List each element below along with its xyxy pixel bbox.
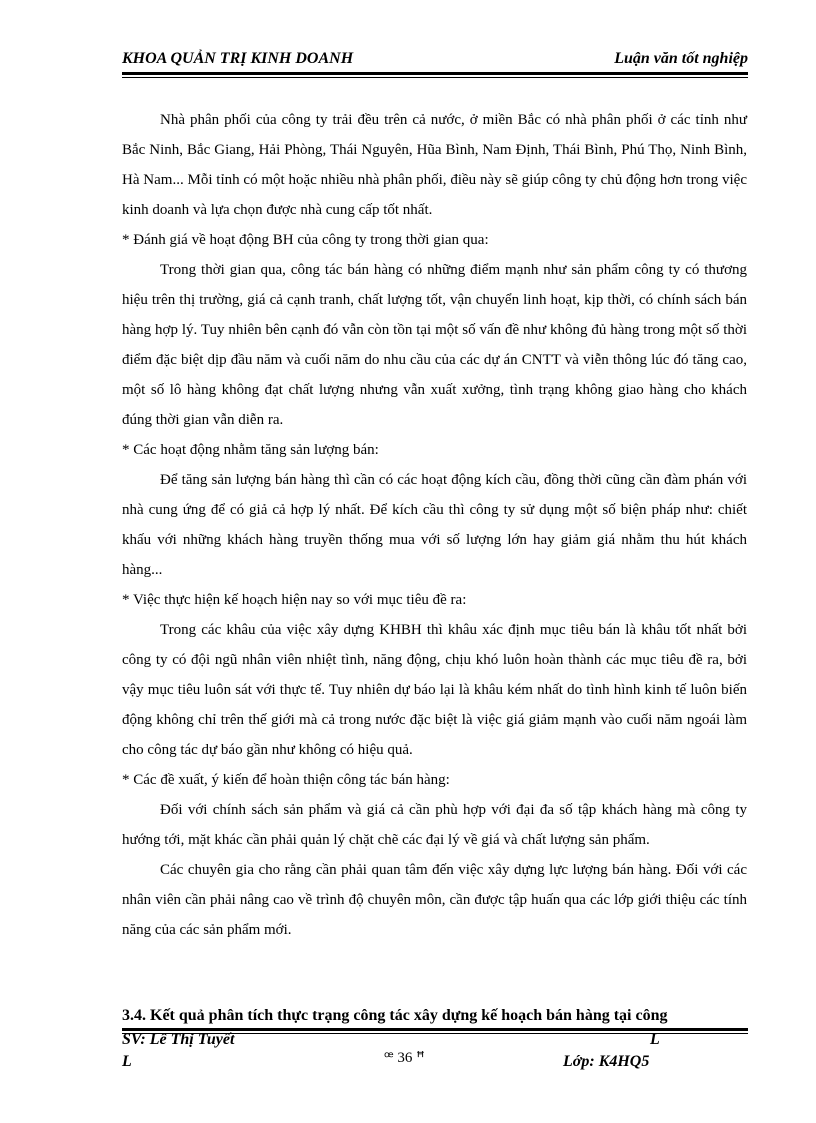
bullet-sales-evaluation: * Đánh giá về hoạt động BH của công ty trong thời gian qua: [122,232,489,248]
bullet-proposals: * Các đề xuất, ý kiến để hoàn thiện công tác bán hàng: [122,772,450,788]
paragraph-sales-force: Các chuyên gia cho rằng cần phải quan tâm đến việc xây dựng lực lượng bán hàng. Đối với các nhân viên cần phải nâng cao về trình độ chuyên môn, cần được tập huấn qua các lớp giới thiệu các tính năng của các sản phẩm mới. [122,862,747,938]
header-divider [122,72,748,75]
header-faculty: KHOA QUẢN TRỊ KINH DOANH [122,50,354,67]
footer-student-name: SV: Lê Thị Tuyết [122,1031,235,1048]
paragraph-sales-evaluation: Trong thời gian qua, công tác bán hàng có những điểm mạnh như sản phẩm công ty có thương hiệu trên thị trường, giá cả cạnh tranh, chất lượng tốt, vận chuyển linh hoạt, kịp thời, có chính sách bán hàng hợp lý. Tuy nhiên bên cạnh đó vẫn còn tồn tại một số vấn đề như không đủ hàng trong một số thời điểm đặc biệt dịp đầu năm và cuối năm do nhu cầu của các dự án CNTT và viễn thông lúc đó tăng cao, một số lô hàng không đạt chất lượng nhưng vẫn xuất xưởng, tình trạng không giao hàng cho khách đúng thời gian vẫn diễn ra. [122,262,747,428]
bullet-sales-volume: * Các hoạt động nhằm tăng sản lượng bán: [122,442,379,458]
footer-mark-right: L [650,1031,660,1048]
paragraph-distributors: Nhà phân phối của công ty trải đều trên cả nước, ở miền Bắc có nhà phân phối ở các tỉnh như Bắc Ninh, Bắc Giang, Hải Phòng, Thái Nguyên, Hũa Bình, Nam Định, Thái Bình, Phú Thọ, Ninh Bình, Hà Nam... Mỗi tỉnh có một hoặc nhiều nhà phân phối, điều này sẽ giúp công ty chủ động hơn trong việc kinh doanh và lựa chọn được nhà cung cấp tốt nhất. [122,112,747,218]
page-number: ꟹ 36 ꟸ [384,1050,425,1066]
paragraph-product-policy: Đối với chính sách sản phẩm và giá cả cần phù hợp với đại đa số tập khách hàng mà công ty hướng tới, mặt khác cần phải quản lý chặt chẽ các đại lý về giá và chất lượng sản phẩm. [122,802,747,848]
header-thesis-label: Luận văn tốt nghiệp [614,50,748,67]
body-text [122,105,747,945]
paragraph-sales-volume: Để tăng sản lượng bán hàng thì cần có các hoạt động kích cầu, đồng thời cũng cần đàm phán với nhà cung ứng để có giả cả hợp lý nhất. Để kích cầu thì công ty sử dụng một số biện pháp như: chiết khấu với những khách hàng truyền thống mua với số lượng lớn hay giảm giá nhằm thu hút khách hàng... [122,472,747,578]
bullet-plan-vs-goals: * Việc thực hiện kế hoạch hiện nay so với mục tiêu đề ra: [122,592,467,608]
header-divider-thin [122,77,748,78]
paragraph-plan-vs-goals: Trong các khâu của việc xây dựng KHBH thì khâu xác định mục tiêu bán là khâu tốt nhất bởi công ty có đội ngũ nhân viên nhiệt tình, năng động, chịu khó luôn hoàn thành các mục tiêu đề ra, bởi vậy mục tiêu luôn sát với thực tế. Tuy nhiên dự báo lại là khâu kém nhất do tình hình kinh tế luôn biến động không chỉ trên thế giới mà cả trong nước đặc biệt là việc giá giảm mạnh vào cuối năm ngoái làm cho công tác dự báo gần như không có hiệu quả. [122,622,747,758]
section-heading: 3.4. Kết quả phân tích thực trạng công tác xây dựng kế hoạch bán hàng tại công [122,1007,668,1024]
footer-class: Lớp: K4HQ5 [563,1053,650,1070]
page-header [122,50,748,72]
footer-mark-left: L [122,1053,132,1070]
